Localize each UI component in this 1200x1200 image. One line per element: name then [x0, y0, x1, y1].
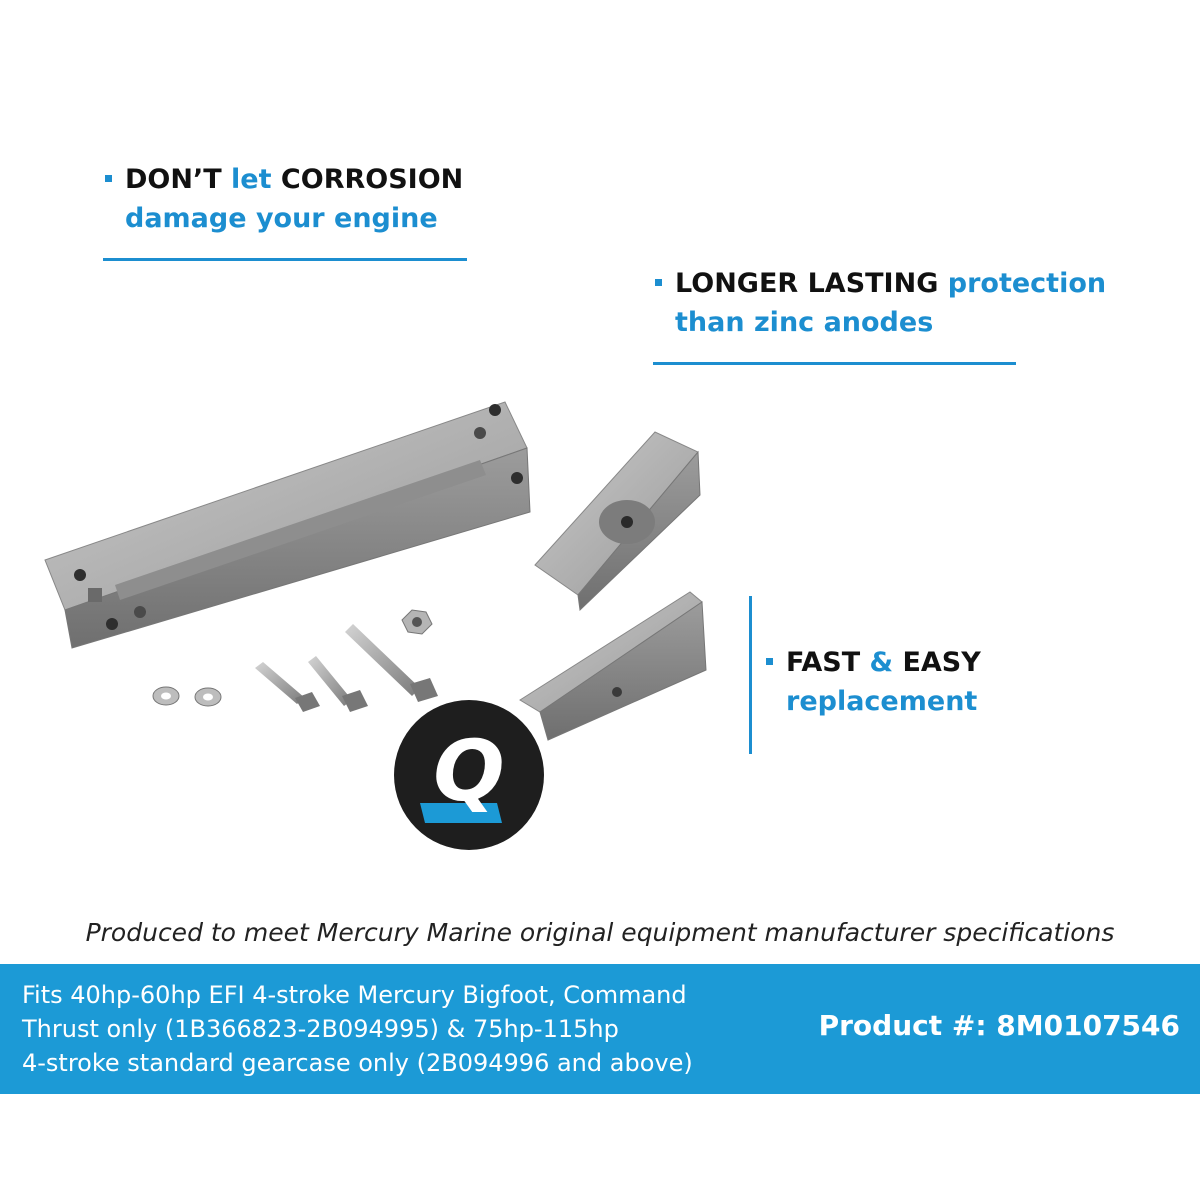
bolt	[345, 624, 438, 702]
feature-subline: than zinc anodes	[675, 307, 934, 338]
bolt	[255, 662, 320, 712]
feature-corrosion	[105, 160, 463, 238]
q-logo-icon	[394, 700, 544, 850]
hex-nut	[402, 610, 432, 634]
washer	[195, 688, 221, 706]
fitment-line: Fits 40hp-60hp EFI 4-stroke Mercury Bigfoot, Command	[22, 981, 687, 1009]
feature-headline: FAST & EASY	[766, 643, 981, 682]
feature-longer-lasting	[655, 264, 1106, 342]
feature-fast-easy	[766, 643, 981, 721]
feature-subline: damage your engine	[125, 203, 438, 234]
divider-rule	[103, 258, 467, 261]
square-bullet-icon	[655, 279, 662, 286]
block-anode	[535, 432, 700, 610]
oem-tagline: Produced to meet Mercury Marine original equipment manufacturer specifications	[85, 918, 1115, 947]
feature-headline: DON’T let CORROSION	[105, 160, 463, 199]
bar-anode	[45, 402, 530, 648]
fitment-text	[22, 978, 693, 1080]
trim-anode	[520, 592, 706, 740]
feature-headline: LONGER LASTING protection	[655, 264, 1106, 303]
square-bullet-icon	[766, 658, 773, 665]
vertical-divider-rule	[749, 596, 752, 754]
svg-text:Q: Q	[433, 722, 505, 820]
fitment-band	[0, 964, 1200, 1094]
product-number: Product #: 8M0107546	[818, 1009, 1180, 1042]
square-bullet-icon	[105, 175, 112, 182]
fitment-line: 4-stroke standard gearcase only (2B094996 and above)	[22, 1049, 693, 1077]
fitment-line: Thrust only (1B366823-2B094995) & 75hp-115hp	[22, 1015, 619, 1043]
divider-rule	[653, 362, 1016, 365]
feature-subline: replacement	[786, 686, 978, 717]
washer	[153, 687, 179, 705]
